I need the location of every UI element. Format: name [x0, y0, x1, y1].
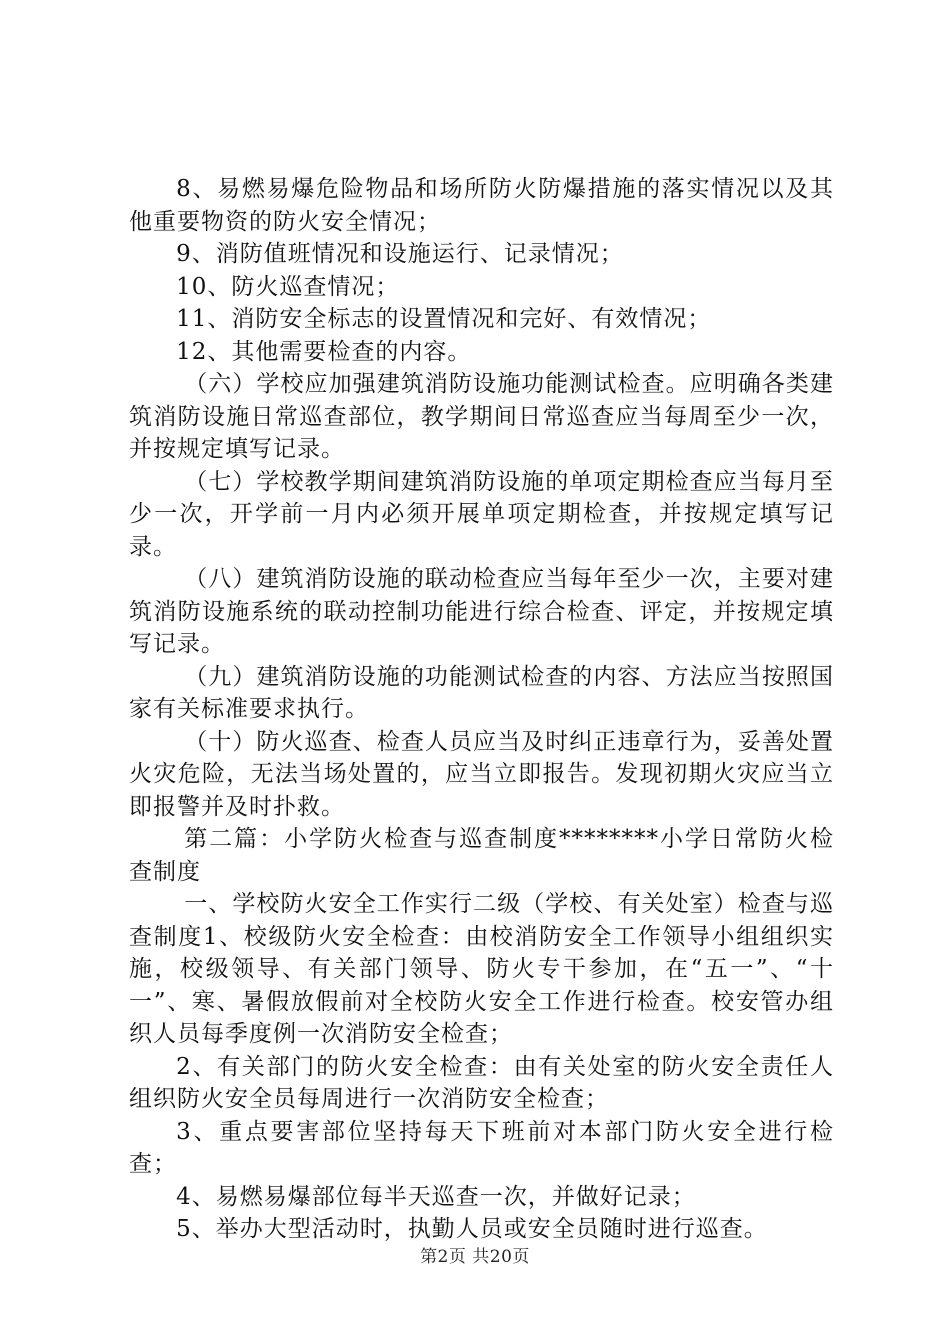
paragraph-section-7: （七）学校教学期间建筑消防设施的单项定期检查应当每月至少一次，开学前一月内必须开展单项定期检查，并按规定填写记录。 — [129, 468, 834, 560]
paragraph-part-2: 2、有关部门的防火安全检查：由有关处室的防火安全责任人组织防火安全员每周进行一次消防安全检查； — [129, 1053, 834, 1112]
paragraph-part-5: 5、举办大型活动时，执勤人员或安全员随时进行巡查。 — [176, 1216, 768, 1242]
paragraph-item-11: 11、消防安全标志的设置情况和完好、有效情况； — [176, 306, 712, 332]
paragraph-part-1: 一、学校防火安全工作实行二级（学校、有关处室）检查与巡查制度1、校级防火安全检查：由校消防安全工作领导小组组织实施，校级领导、有关部门领导、防火专干参加，在“五一”、“十一”、寒、暑假放假前对全校防火安全工作进行检查。校安管办组织人员每季度例一次消防安全检查； — [129, 891, 834, 1047]
paragraph-section-10: （十）防火巡查、检查人员应当及时纠正违章行为，妥善处置火灾危险，无法当场处置的，应当立即报告。发现初期火灾应当立即报警并及时扑救。 — [129, 728, 834, 820]
paragraph-section-9: （九）建筑消防设施的功能测试检查的内容、方法应当按照国家有关标准要求执行。 — [129, 663, 834, 722]
paragraph-item-9: 9、消防值班情况和设施运行、记录情况； — [176, 241, 624, 267]
paragraph-item-8: 8、易燃易爆危险物品和场所防火防爆措施的落实情况以及其他重要物资的防火安全情况； — [129, 176, 834, 235]
paragraph-section-8: （八）建筑消防设施的联动检查应当每年至少一次，主要对建筑消防设施系统的联动控制功能进行综合检查、评定，并按规定填写记录。 — [129, 566, 834, 657]
paragraph-item-12: 12、其他需要检查的内容。 — [176, 338, 472, 365]
paragraph-item-10: 10、防火巡查情况； — [176, 273, 400, 300]
chapter-heading: 第二篇：小学防火检查与巡查制度********小学日常防火检查制度 — [129, 826, 834, 885]
paragraph-part-3: 3、重点要害部位坚持每天下班前对本部门防火安全进行检查； — [129, 1118, 834, 1177]
document-body — [129, 173, 834, 1246]
paragraph-part-4: 4、易燃易爆部位每半天巡查一次，并做好记录； — [176, 1183, 696, 1210]
page-number-footer: 第2页 共20页 — [420, 1247, 530, 1267]
paragraph-section-6: （六）学校应加强建筑消防设施功能测试检查。应明确各类建筑消防设施日常巡查部位，教学期间日常巡查应当每周至少一次，并按规定填写记录。 — [129, 371, 834, 462]
